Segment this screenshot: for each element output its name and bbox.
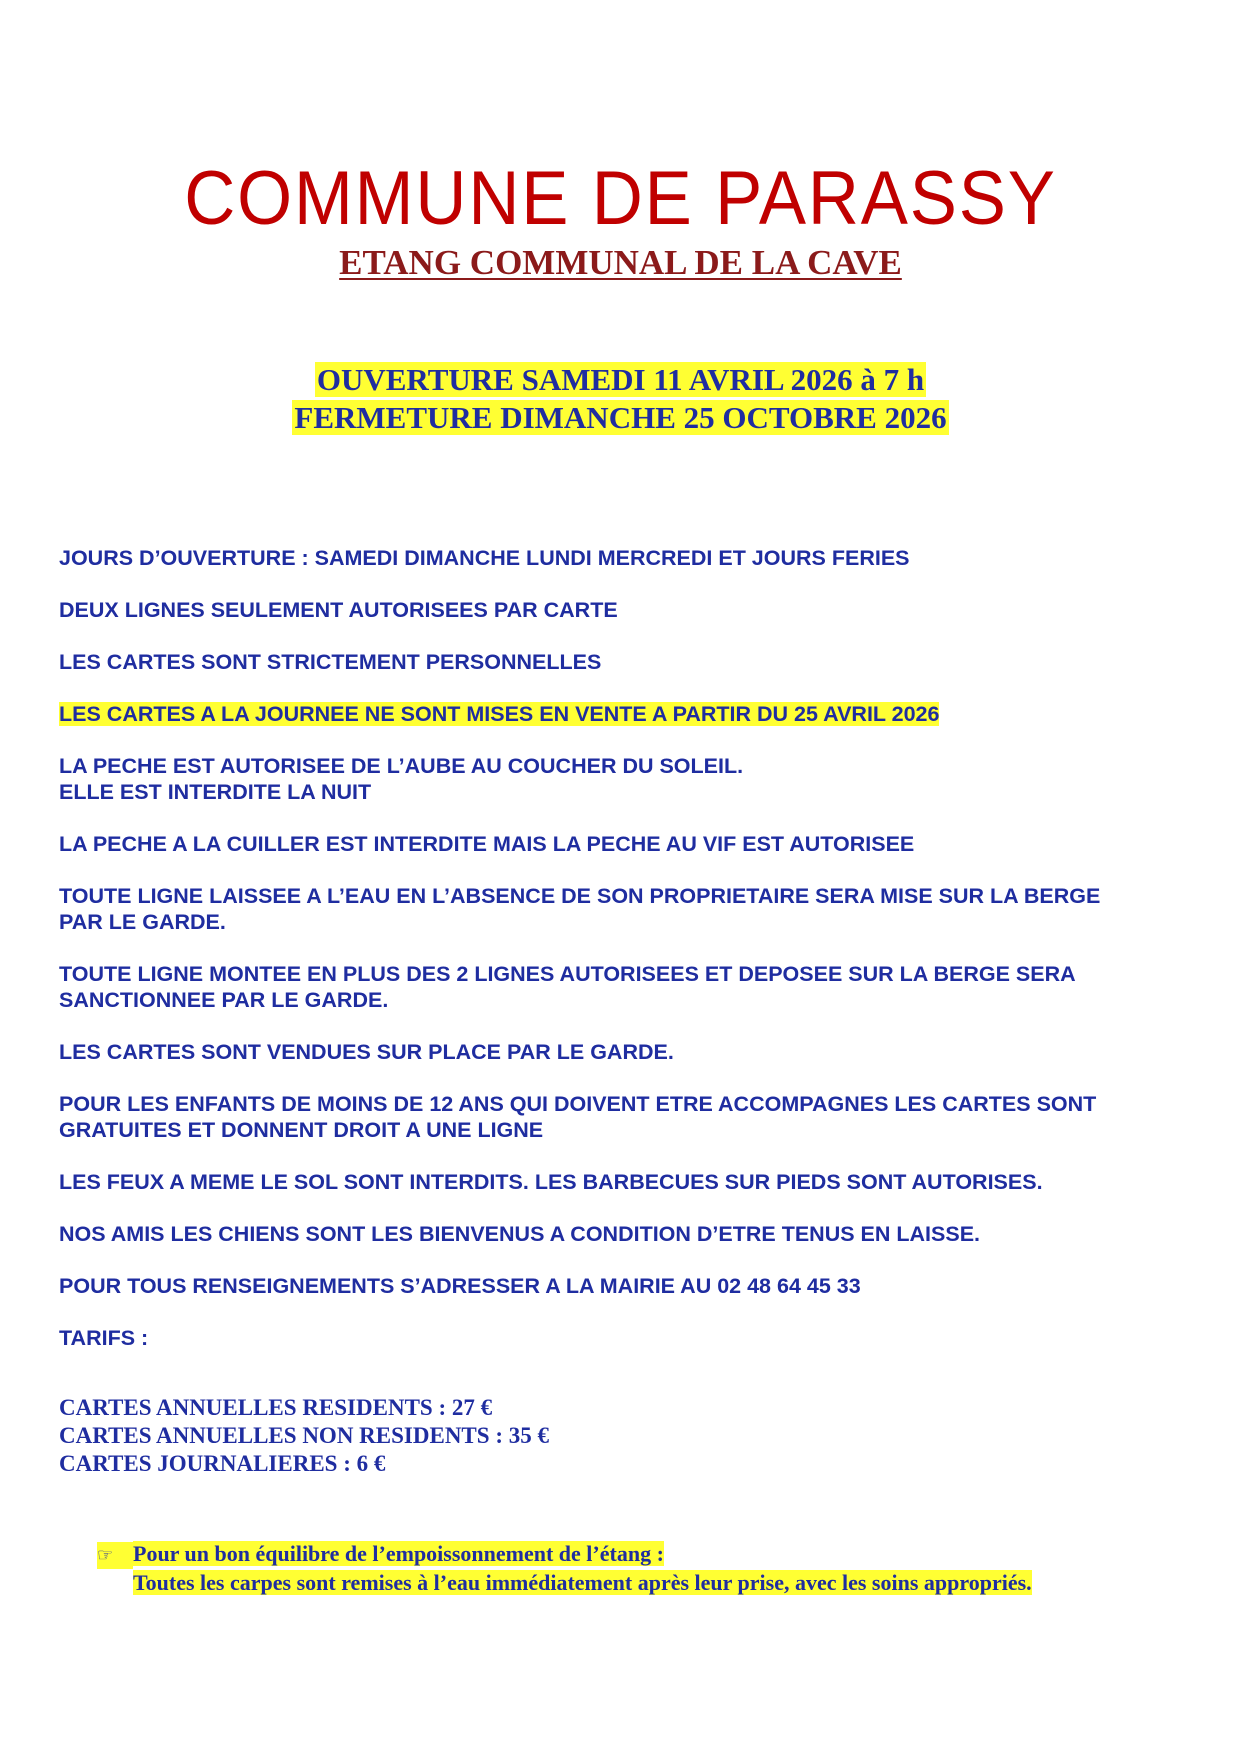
page-subtitle <box>0 243 1241 283</box>
rule-contact: POUR TOUS RENSEIGNEMENTS S’ADRESSER A LA MAIRIE AU 02 48 64 45 33 <box>59 1274 861 1298</box>
rule-personal-cards: LES CARTES SONT STRICTEMENT PERSONNELLES <box>59 650 602 674</box>
carp-release-note <box>97 1540 1032 1596</box>
rule-spoon-fishing: LA PECHE A LA CUILLER EST INTERDITE MAIS LA PECHE AU VIF EST AUTORISEE <box>59 832 915 856</box>
note-line-1: Pour un bon équilibre de l’empoissonnement de l’étang : <box>133 1541 664 1566</box>
rule-day-cards <box>59 701 1199 727</box>
subtitle-text: ETANG COMMUNAL DE LA CAVE <box>339 243 902 282</box>
rule-fishing-hours: LA PECHE EST AUTORISEE DE L’AUBE AU COUCHER DU SOLEIL. ELLE EST INTERDITE LA NUIT <box>59 754 744 804</box>
tarifs-heading: TARIFS : <box>59 1326 149 1350</box>
price-daily: CARTES JOURNALIERES : 6 € <box>59 1451 386 1476</box>
rule-unattended-lines: TOUTE LIGNE LAISSEE A L’EAU EN L’ABSENCE DE SON PROPRIETAIRE SERA MISE SUR LA BERGE PAR LE GARDE. <box>59 884 1101 934</box>
rule-extra-lines: TOUTE LIGNE MONTEE EN PLUS DES 2 LIGNES AUTORISEES ET DEPOSEE SUR LA BERGE SERA SANCTIONNEE PAR LE GARDE. <box>59 962 1076 1012</box>
opening-date: OUVERTURE SAMEDI 11 AVRIL 2026 à 7 h <box>316 362 925 397</box>
rule-two-lines: DEUX LIGNES SEULEMENT AUTORISEES PAR CARTE <box>59 598 618 622</box>
rules-list <box>59 545 1199 1377</box>
price-non-residents: CARTES ANNUELLES NON RESIDENTS : 35 € <box>59 1423 549 1448</box>
closing-date: FERMETURE DIMANCHE 25 OCTOBRE 2026 <box>294 400 947 435</box>
rule-day-cards-text: LES CARTES A LA JOURNEE NE SONT MISES EN VENTE A PARTIR DU 25 AVRIL 2026 <box>59 702 940 726</box>
pointing-hand-icon: ☞ <box>97 1542 133 1569</box>
page-title: COMMUNE DE PARASSY <box>184 156 1057 241</box>
rule-dogs: NOS AMIS LES CHIENS SONT LES BIENVENUS A CONDITION D’ETRE TENUS EN LAISSE. <box>59 1222 981 1246</box>
note-line-2: Toutes les carpes sont remises à l’eau immédiatement après leur prise, avec les soins appropriés. <box>133 1570 1032 1595</box>
rule-opening-days: JOURS D’OUVERTURE : SAMEDI DIMANCHE LUNDI MERCREDI ET JOURS FERIES <box>59 546 910 570</box>
season-dates <box>0 361 1241 437</box>
price-residents: CARTES ANNUELLES RESIDENTS : 27 € <box>59 1395 493 1420</box>
rule-children: POUR LES ENFANTS DE MOINS DE 12 ANS QUI DOIVENT ETRE ACCOMPAGNES LES CARTES SONT GRATUITES ET DONNENT DROIT A UNE LIGNE <box>59 1092 1097 1142</box>
price-list <box>59 1394 549 1478</box>
rule-fires: LES FEUX A MEME LE SOL SONT INTERDITS. LES BARBECUES SUR PIEDS SONT AUTORISES. <box>59 1170 1043 1194</box>
rule-card-sales: LES CARTES SONT VENDUES SUR PLACE PAR LE GARDE. <box>59 1040 674 1064</box>
